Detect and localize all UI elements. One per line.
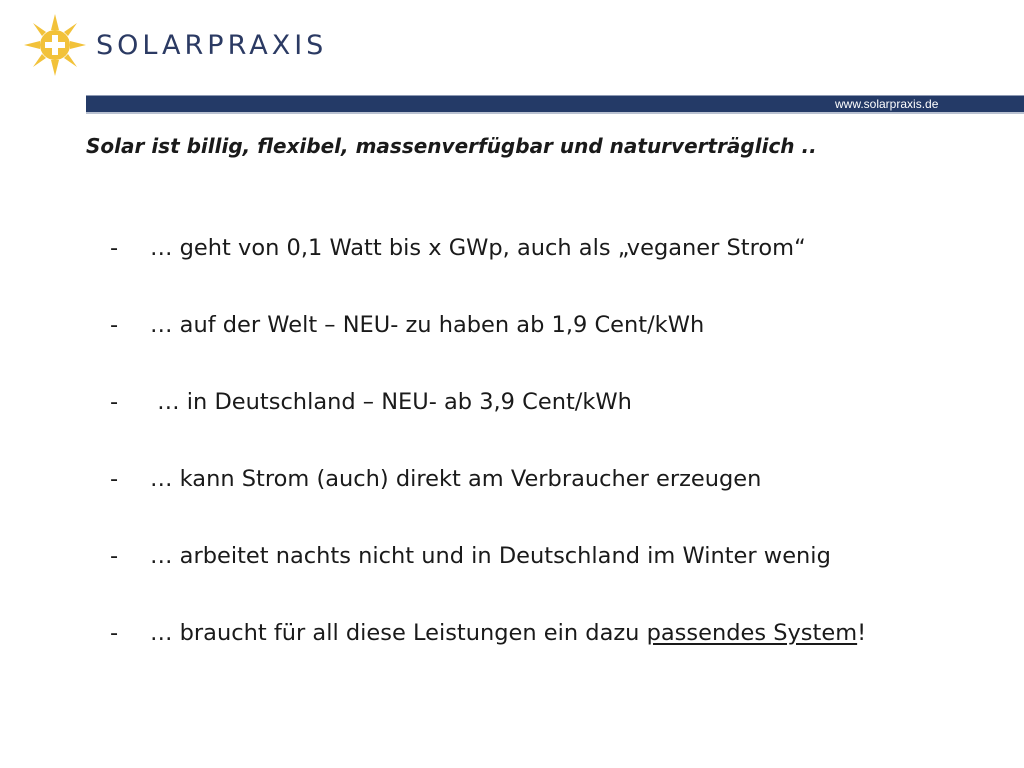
bullet-text-after: ! [857,620,867,646]
bullet-text: … in Deutschland – NEU- ab 3,9 Cent/kWh [150,389,632,415]
bullet-item [110,615,866,692]
bullet-dash: - [110,466,119,492]
sun-cross-icon [22,12,88,78]
bullet-dash: - [110,389,119,415]
bullet-item [110,307,866,384]
bullet-text: … arbeitet nachts nicht und in Deutschland im Winter wenig [150,543,831,569]
bullet-text [150,615,866,651]
header-bar [86,95,1024,114]
bullet-dash: - [110,235,119,261]
header-url: www.solarpraxis.de [835,97,939,111]
solarpraxis-logo [22,12,327,78]
bullet-dash: - [110,312,119,338]
bullet-text: … geht von 0,1 Watt bis x GWp, auch als „veganer Strom“ [150,235,806,261]
bullet-item [110,230,866,307]
bullet-dash: - [110,543,119,569]
bullet-text-before: … braucht für all diese Leistungen ein dazu [150,620,647,646]
bullet-item [110,461,866,538]
passendes-system-underlined: passendes System [646,620,858,646]
bullet-text: … auf der Welt – NEU- zu haben ab 1,9 Cent/kWh [150,312,705,338]
bullet-text: … kann Strom (auch) direkt am Verbraucher erzeugen [150,466,762,492]
bullet-item [110,384,866,461]
slide-title: Solar ist billig, flexibel, massenverfügbar und naturverträglich .. [86,134,817,158]
bullet-list [110,230,866,692]
bullet-dash: - [110,620,119,646]
bullet-item [110,538,866,615]
logo-wordmark: SOLARPRAXIS [96,29,328,61]
